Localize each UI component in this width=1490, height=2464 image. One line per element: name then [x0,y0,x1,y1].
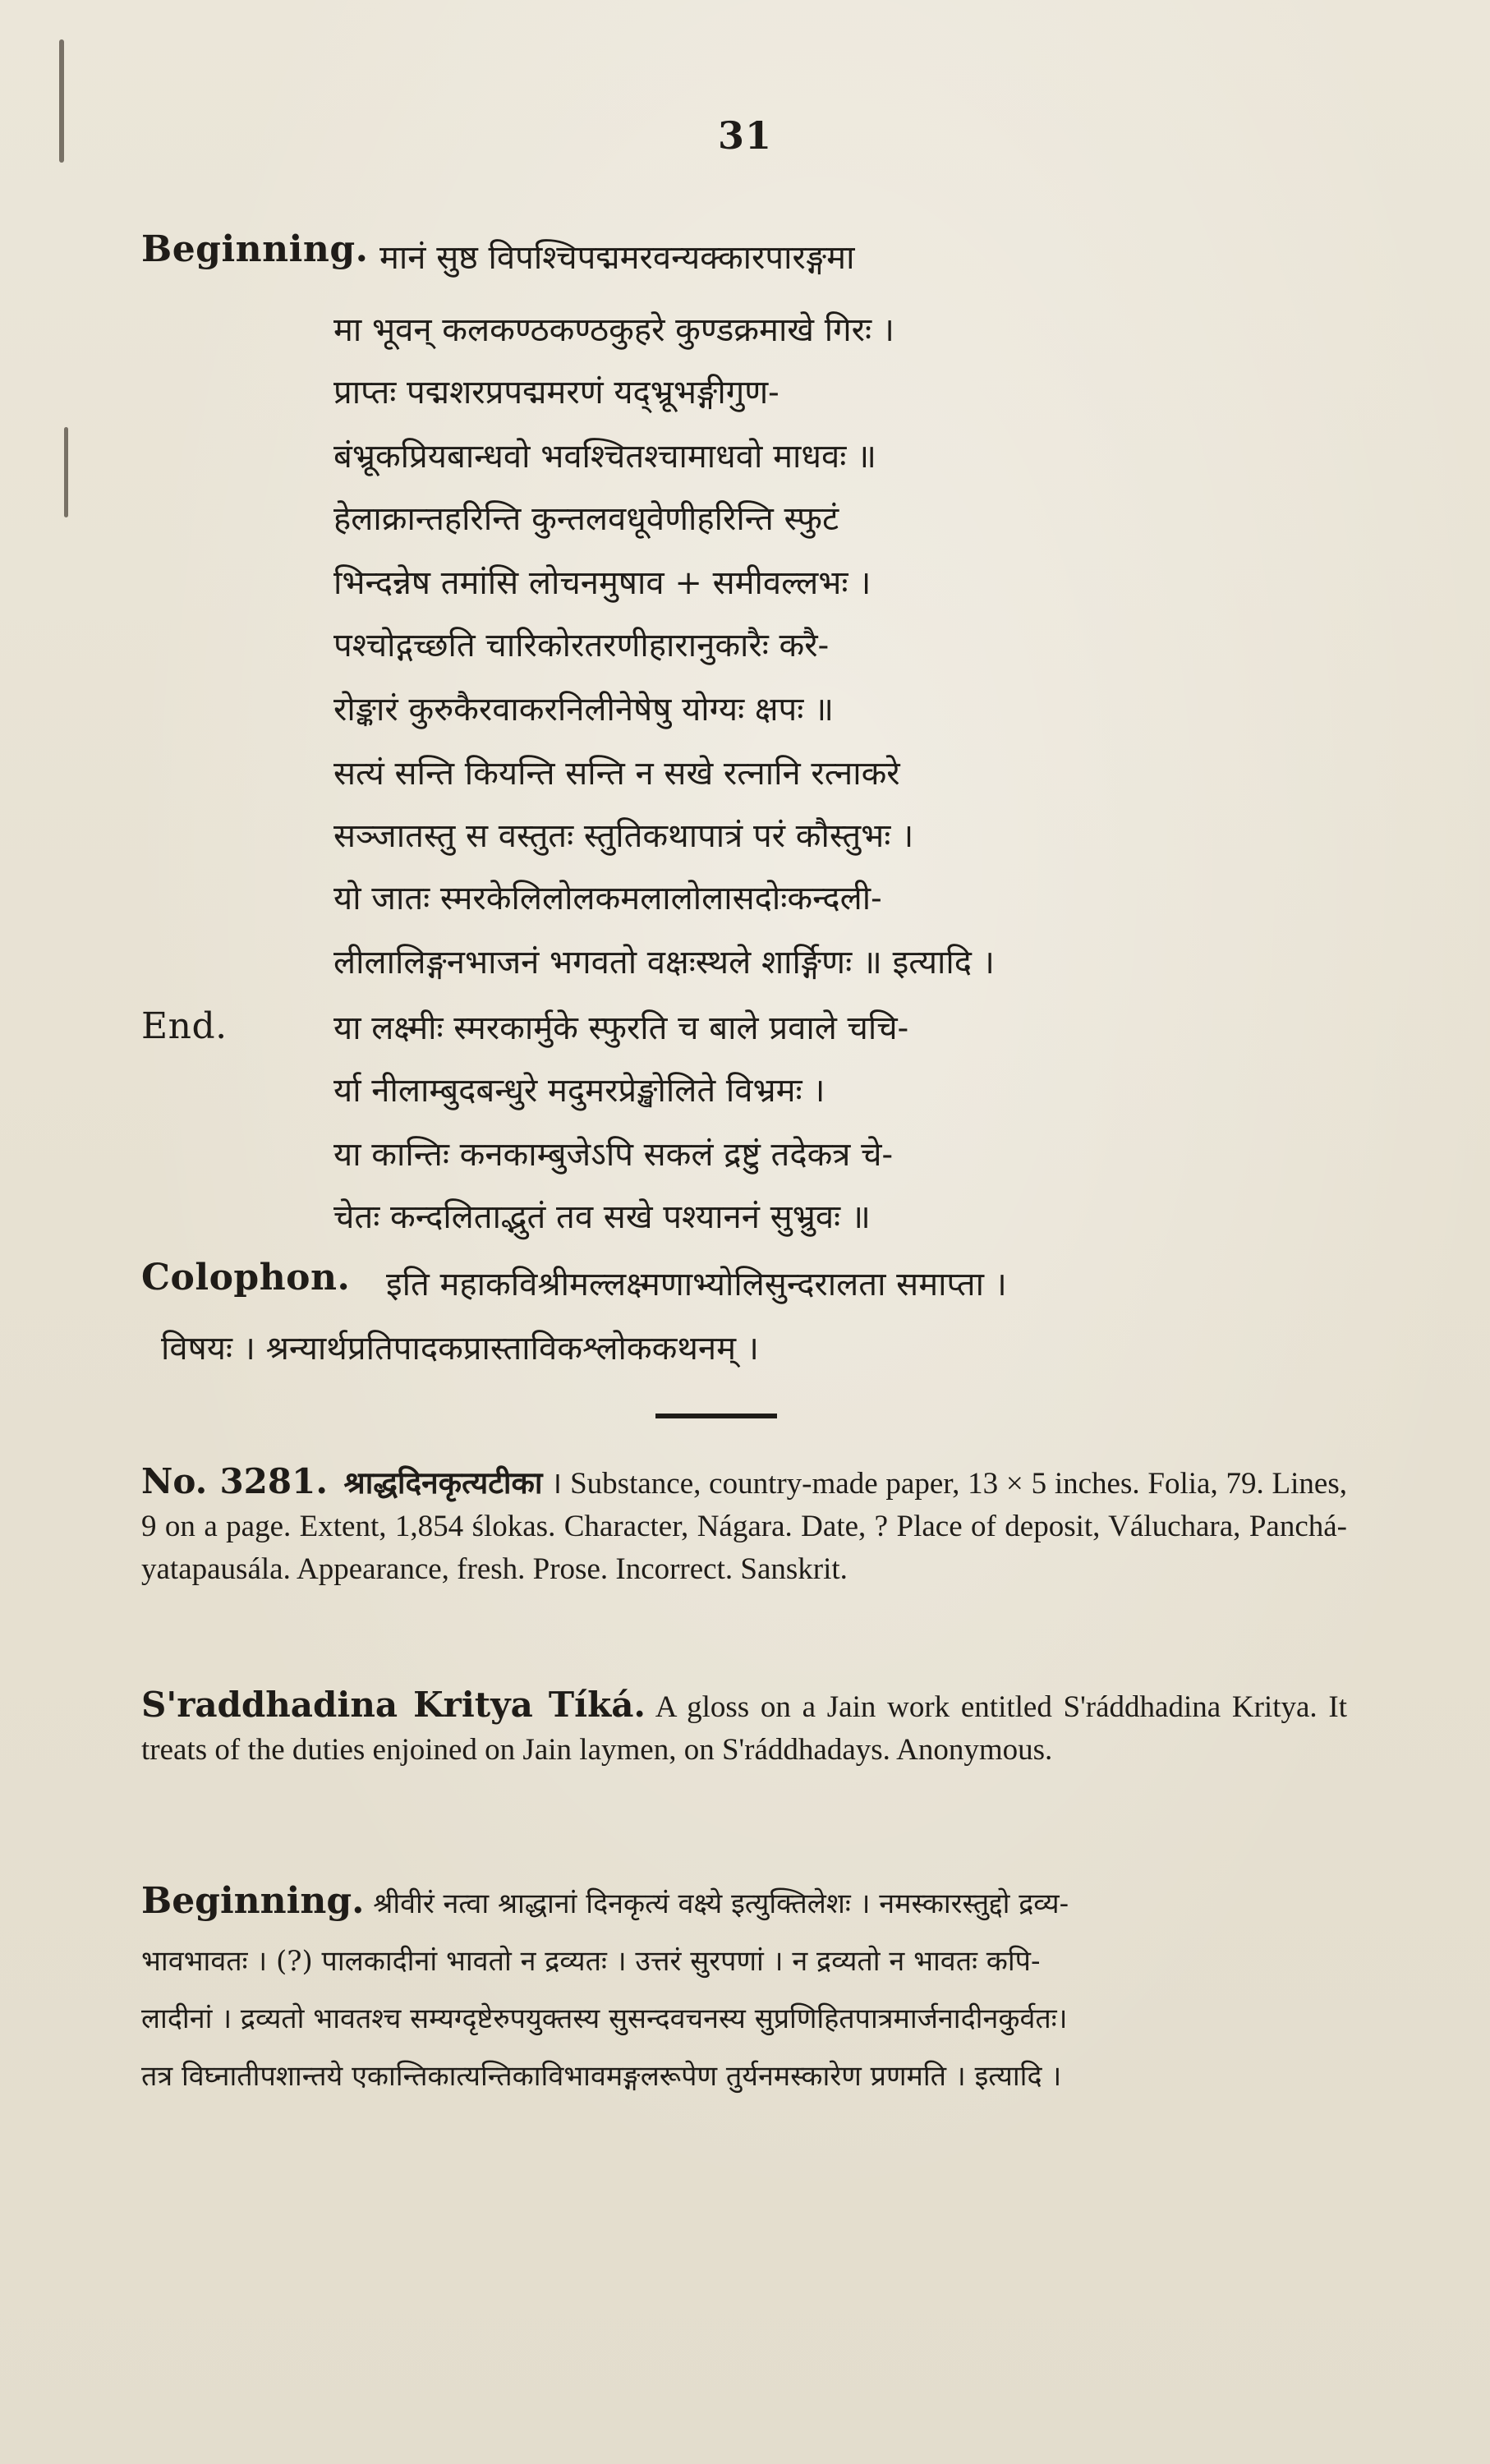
verse-line: या लक्ष्मीः स्मरकार्मुके स्फुरति च बाले प्रवाले चचि- [333,1009,909,1047]
beginning-line: तत्र विघ्नातीपशान्तये एकान्तिकात्यन्तिकाविभावमङ्गलरूपेण तुर्यनमस्कारेण प्रणमति । इत्यादि । [141,2060,1062,2093]
page-number: 31 [717,113,772,158]
verse-line: लीलालिङ्गनभाजनं भगवतो वक्षःस्थले शार्ङ्गिणः ॥ इत्यादि । [333,944,995,981]
beginning-line: भावभावतः । (?) पालकादीनां भावतो न द्रव्यतः । उत्तरं सुरपणां । न द्रव्यतो न भावतः कपि- [141,1945,1041,1978]
verse-line: बंभ्रूकप्रियबान्धवो भवश्चितश्चामाधवो माधवः ॥ [333,438,876,476]
end-label: End. [141,1005,228,1047]
beginning-label: Beginning. [141,1880,365,1922]
beginning-line: लादीनां । द्रव्यतो भावतश्च सम्यग्दृष्टेरुपयुक्तस्य सुसन्दवचनस्य सुप्रणिहितपात्रमार्जनादीनकुर्वतः। [141,2002,1068,2035]
verse-line: र्या नीलाम्बुदबन्धुरे मदुमरप्रेङ्खोलिते विभ्रमः । [333,1072,825,1110]
verse-line: प्राप्तः पद्मशरप्रपद्ममरणं यद्भ्रूभङ्गीगुण- [333,374,779,411]
verse-line: सत्यं सन्ति कियन्ति सन्ति न सखे रत्नानि रत्नाकरे [333,755,900,793]
section-divider [655,1414,777,1418]
subject-line: विषयः । श्रन्यार्थप्रतिपादकप्रास्ताविकश्लोककथनम् । [161,1330,759,1368]
entry-description [141,1460,1347,1591]
verse-line: मा भूवन् कलकण्ठकण्ठकुहरे कुण्डक्रमाखे गिरः । [333,311,894,349]
colophon-label: Colophon. [141,1257,351,1299]
beginning-line: Beginning. श्रीवीरं नत्वा श्राद्धानां दिनकृत्यं वक्ष्ये इत्युक्तिलेशः । नमस्कारस्तुद्दो द्रव्य- [141,1880,1069,1922]
verse-line: भिन्दन्नेष तमांसि लोचनमुषाव + समीवल्लभः । [333,564,871,602]
work-description: A gloss on a Jain work entitled S'ráddhadina Kritya. It treats of the duties enjoined on Jain laymen, on S'ráddhadays. Anonymous. [141,1690,1347,1767]
beginning-label: Beginning. [141,228,369,270]
verse-line: सञ्जातस्तु स वस्तुतः स्तुतिकथापात्रं परं कौस्तुभः । [333,817,914,855]
binding-mark [64,427,68,517]
entry-number: No. 3281. [141,1461,328,1501]
verse-line: रोङ्कारं कुरुकैरवाकरनिलीनेषेषु योग्यः क्षपः ॥ [333,691,835,729]
entry-details: । Substance, country-made paper, 13 × 5 inches. Folia, 79. Lines, 9 on a page. Extent, 1,854 ślokas. Character, Nágara. Date, ? Place of deposit, Váluchara, Pancháyatapausála. Appearance, fresh. Prose. Incorrect. Sanskrit. [141,1467,1347,1586]
verse-line: मानं सुष्ठ विपश्चिपद्ममरवन्यक्कारपारङ्गमा [379,239,855,277]
work-title: S'raddhadina Kritya Tíká. [141,1685,646,1725]
verse-line: हेलाक्रान्तहरिन्ति कुन्तलवधूवेणीहरिन्ति स्फुटं [333,500,839,538]
work-summary [141,1684,1347,1772]
verse-line: या कान्तिः कनकाम्बुजेऽपि सकलं द्रष्टुं तदेकत्र चे- [333,1136,894,1174]
entry-beginning [141,1873,1357,2105]
verse-line: यो जातः स्मरकेलिलोलकमलालोलासदोःकन्दली- [333,880,882,917]
verse-line: पश्चोद्गच्छति चारिकोरतरणीहारानुकारैः करै- [333,627,830,664]
colophon-line: इति महाकविश्रीमल्लक्ष्मणाभ्योलिसुन्दरालता समाप्ता । [386,1266,1007,1303]
entry-title-devanagari: श्राद्धदिनकृत्यटीका [343,1467,543,1501]
verse-line: चेतः कन्दलिताद्भुतं तव सखे पश्याननं सुभ्रुवः ॥ [333,1198,871,1236]
